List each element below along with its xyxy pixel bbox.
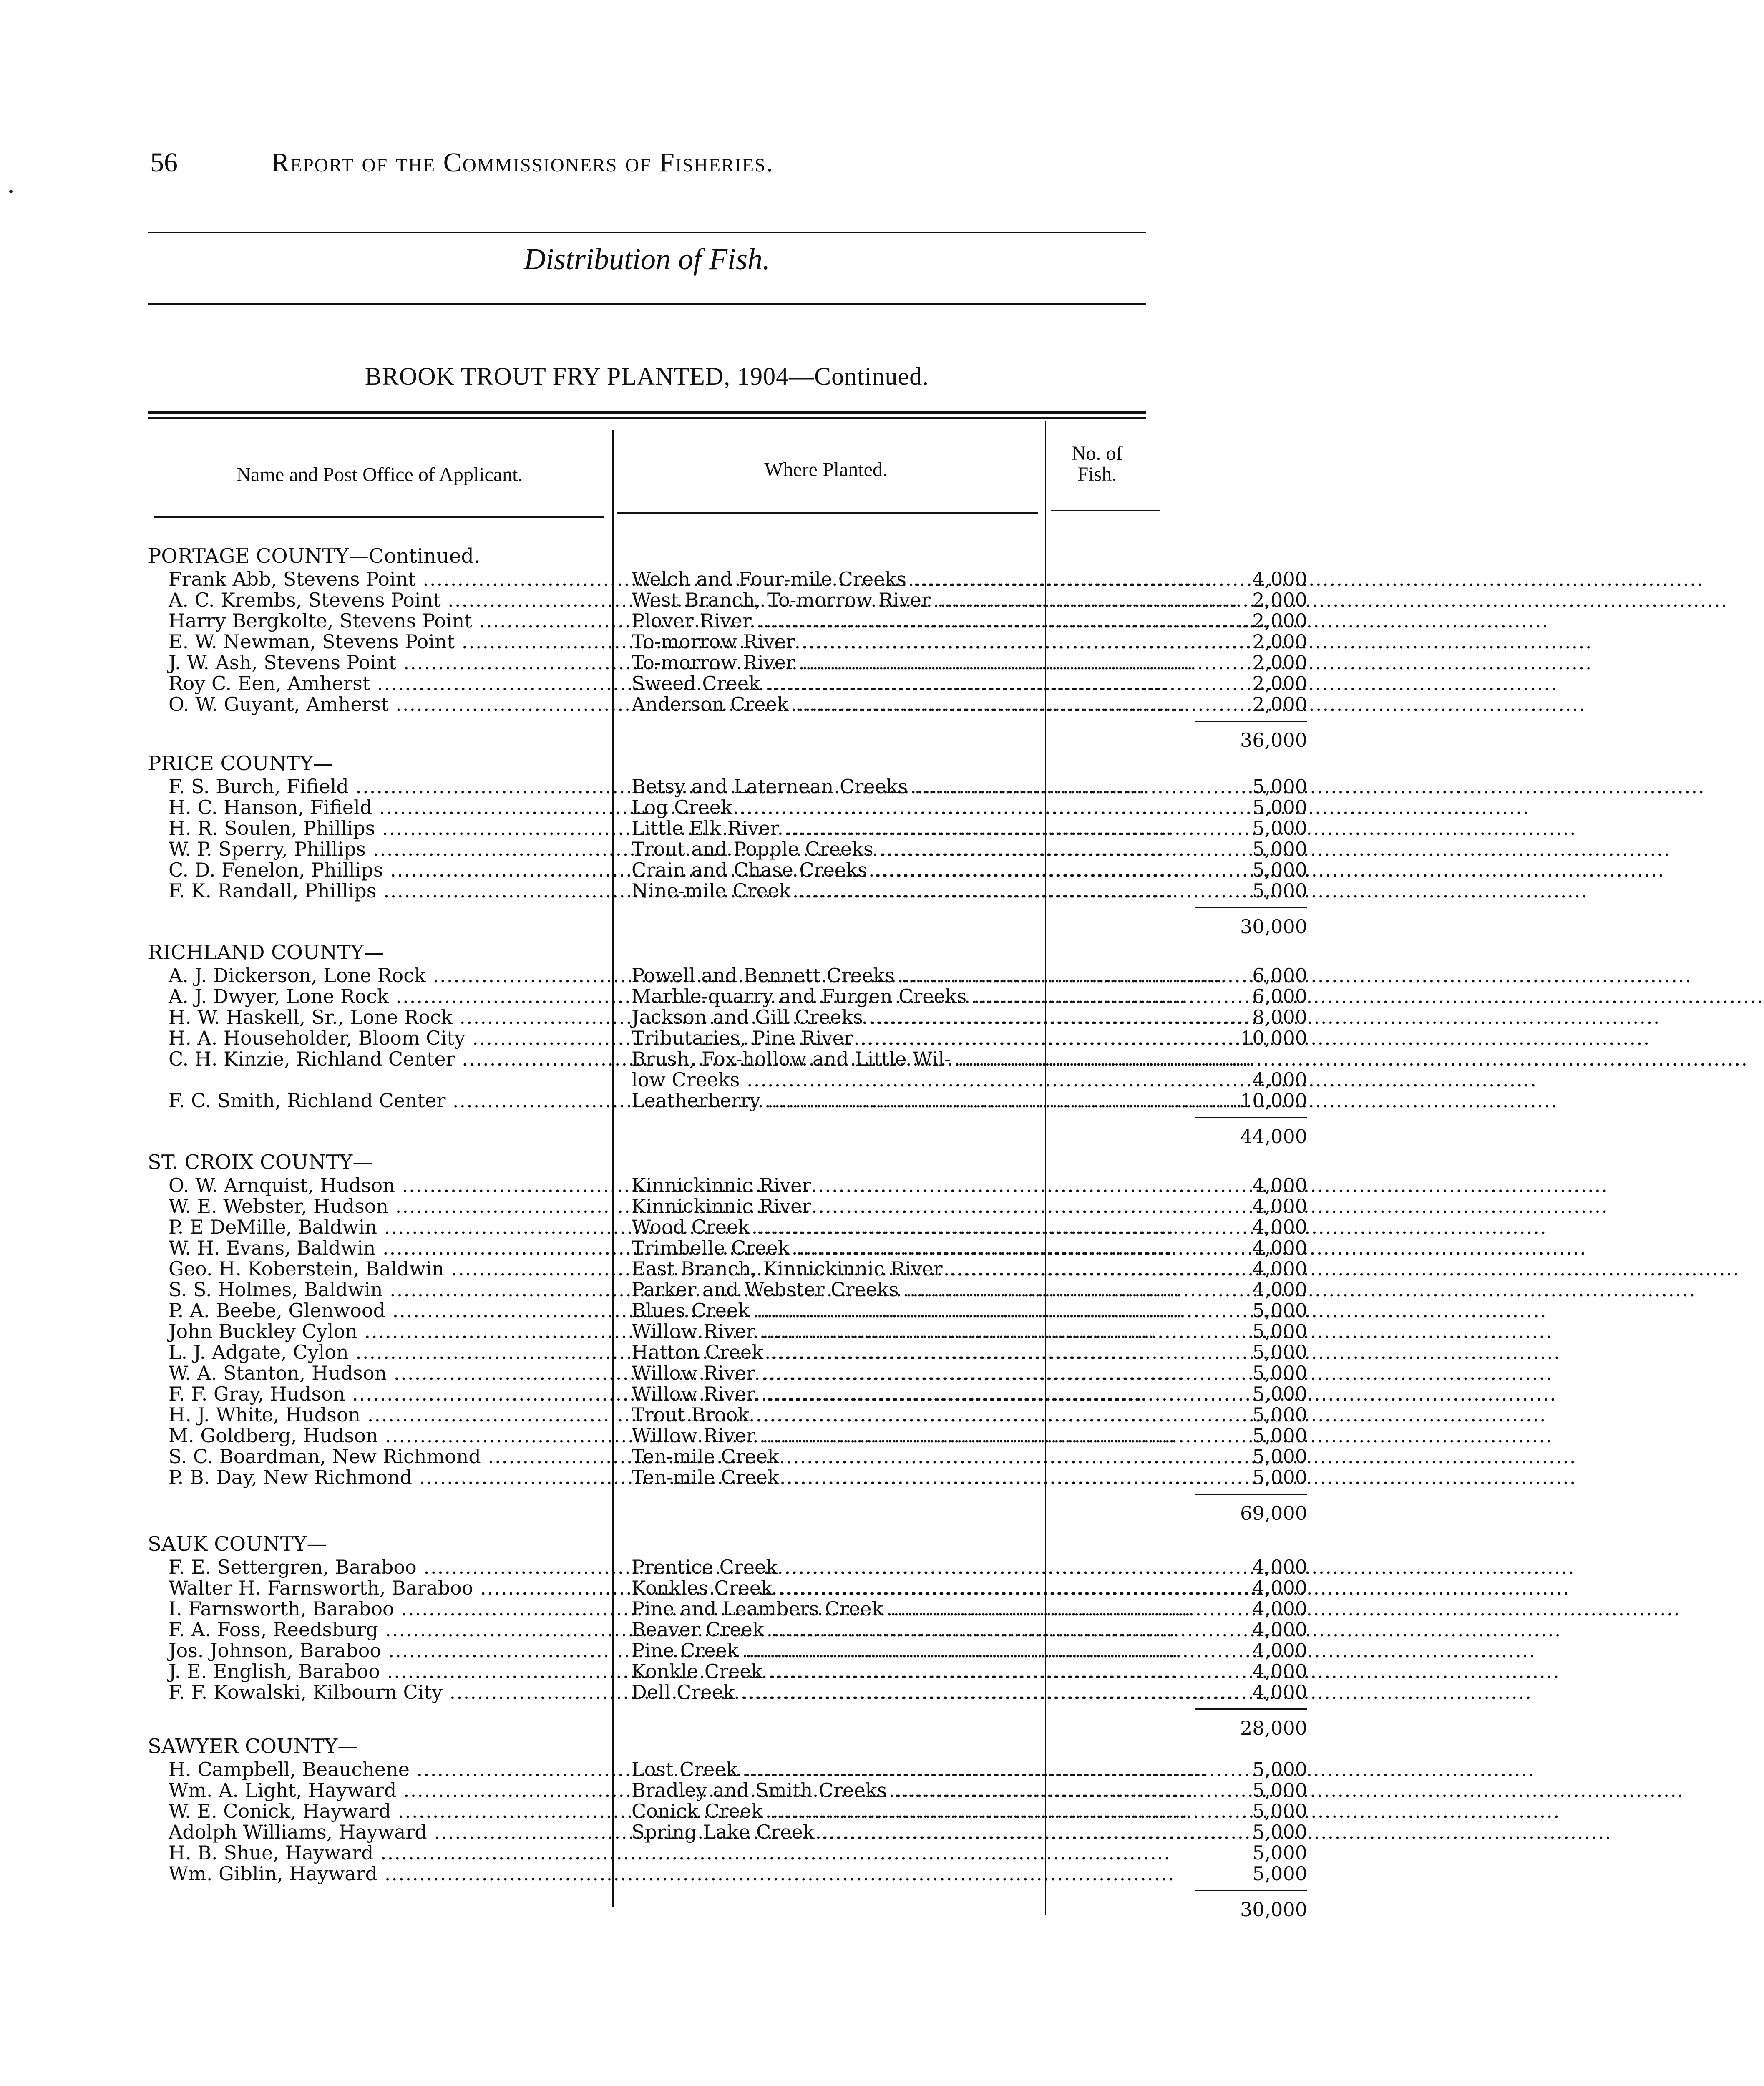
applicant-name: S. S. Holmes, Baldwin .....: [169, 1279, 627, 1300]
planting-place: Willow River .....: [632, 1425, 1193, 1446]
applicant-name: S. C. Boardman, New Richmond .....: [169, 1446, 627, 1467]
planting-place: East Branch, Kinnickinnic River .....: [632, 1258, 1193, 1279]
table-row: [148, 1862, 1307, 1885]
table-row: [148, 1068, 1307, 1091]
table-row: [148, 796, 1307, 819]
planting-place: Kinnickinnic River .....: [632, 1175, 1193, 1196]
planting-place: Parker and Webster Creeks .....: [632, 1279, 1193, 1300]
table-row: [148, 589, 1307, 611]
fish-count: 4,000: [1252, 1618, 1307, 1641]
applicant-name: O. W. Arnquist, Hudson .....: [169, 1175, 627, 1196]
table-row: [148, 1299, 1307, 1322]
table-row: [148, 1320, 1307, 1343]
applicant-name: J. E. English, Baraboo .....: [169, 1661, 627, 1682]
table-row: [148, 610, 1307, 632]
fish-count: 4,000: [1252, 1216, 1307, 1238]
fish-count: 5,000: [1252, 1842, 1307, 1864]
fish-count: 5,000: [1252, 1862, 1307, 1885]
applicant-name: Harry Bergkolte, Stevens Point .....: [169, 610, 627, 631]
planting-place: Blues Creek .....: [632, 1300, 1193, 1321]
table-row: [148, 838, 1307, 860]
subtotal-rule: [1195, 1494, 1307, 1495]
planting-place: Willow River .....: [632, 1321, 1193, 1342]
planting-place: Crain and Chase Creeks .....: [632, 859, 1193, 880]
county-total: 69,000: [1240, 1502, 1307, 1524]
fish-count: 4,000: [1252, 1068, 1307, 1091]
table-row: [148, 630, 1307, 653]
planting-place: Pine and Leambers Creek .....: [632, 1598, 1193, 1619]
planting-place: Konkles Creek .....: [632, 1577, 1193, 1598]
planting-place: Hatton Creek .....: [632, 1342, 1193, 1363]
fish-count: 6,000: [1252, 964, 1307, 987]
planting-place: Konkle Creek .....: [632, 1661, 1193, 1682]
fish-count: 5,000: [1252, 1341, 1307, 1363]
planting-place: Beaver Creek .....: [632, 1619, 1193, 1640]
column-header-name: Name and Post Office of Applicant.: [236, 464, 523, 486]
table-row: [148, 1800, 1307, 1822]
fish-count: 2,000: [1252, 672, 1307, 695]
table-row: [148, 985, 1307, 1008]
applicant-name: F. S. Burch, Fifield .....: [169, 776, 627, 797]
planting-place: Pine Creek .....: [632, 1640, 1193, 1661]
planting-place: Log Creek .....: [632, 797, 1193, 818]
table-row: [148, 1597, 1307, 1620]
fish-count: 5,000: [1252, 1403, 1307, 1426]
column-header-fish: No. of Fish.: [1071, 442, 1123, 485]
table-row: [148, 964, 1307, 987]
applicant-name: Wm. A. Light, Hayward .....: [169, 1780, 627, 1801]
applicant-name: Adolph Williams, Hayward .....: [169, 1821, 627, 1842]
planting-place: Trimbelle Creek .....: [632, 1237, 1193, 1258]
applicant-name: F. K. Randall, Phillips .....: [169, 880, 627, 901]
table-row: [148, 1278, 1307, 1301]
table-top-rule: [148, 411, 1146, 414]
applicant-name: John Buckley Cylon .....: [169, 1321, 627, 1342]
table-row: [148, 1424, 1307, 1447]
applicant-name: P. E DeMille, Baldwin .....: [169, 1217, 627, 1237]
applicant-name: O. W. Guyant, Amherst .....: [169, 694, 627, 715]
applicant-name: W. A. Stanton, Hudson .....: [169, 1363, 627, 1383]
applicant-name: H. Campbell, Beauchene .....: [169, 1759, 627, 1780]
subtotal-rule: [1195, 721, 1307, 722]
fish-count: 5,000: [1252, 817, 1307, 839]
applicant-name: W. H. Evans, Baldwin .....: [169, 1237, 627, 1258]
county-heading: SAUK COUNTY—: [148, 1532, 327, 1556]
fish-count: 5,000: [1252, 1800, 1307, 1822]
table-row: [148, 672, 1307, 695]
planting-place: Ten-mile Creek .....: [632, 1467, 1193, 1488]
table-row: [148, 1362, 1307, 1384]
applicant-name: W. P. Sperry, Phillips .....: [169, 839, 627, 859]
planting-place: Conick Creek .....: [632, 1801, 1193, 1821]
planting-place: West Branch, To-morrow River .....: [632, 590, 1193, 610]
table-row: [148, 775, 1307, 798]
county-total: 44,000: [1240, 1125, 1307, 1148]
applicant-name: A. J. Dwyer, Lone Rock .....: [169, 986, 627, 1007]
table-row: [148, 1257, 1307, 1280]
section-title-rule: [148, 303, 1146, 305]
planting-place: Willow River. .....: [632, 1383, 1193, 1404]
applicant-name: F. C. Smith, Richland Center .....: [169, 1090, 627, 1111]
table-row: [148, 1174, 1307, 1197]
fish-count: 4,000: [1252, 1639, 1307, 1662]
county-total: 30,000: [1240, 1898, 1307, 1921]
table-row: [148, 1027, 1307, 1049]
table-row: [148, 1445, 1307, 1468]
table-row: [148, 879, 1307, 902]
fish-count: 2,000: [1252, 610, 1307, 632]
table-row: [148, 1577, 1307, 1599]
fish-count: 4,000: [1252, 1278, 1307, 1301]
applicant-name: Geo. H. Koberstein, Baldwin .....: [169, 1258, 627, 1279]
planting-place: To-morrow River .....: [632, 631, 1193, 652]
fish-count: 4,000: [1252, 1257, 1307, 1280]
table-row: [148, 1403, 1307, 1426]
table-row: [148, 1089, 1307, 1112]
fish-count: 5,000: [1252, 1445, 1307, 1468]
applicant-name: W. E. Webster, Hudson .....: [169, 1196, 627, 1217]
fish-count: 4,000: [1252, 1597, 1307, 1620]
planting-place: Tributaries, Pine River .....: [632, 1028, 1193, 1048]
applicant-name: A. J. Dickerson, Lone Rock .....: [169, 965, 627, 986]
table-row: [148, 1466, 1307, 1489]
fish-count: 2,000: [1252, 651, 1307, 674]
applicant-name: F. A. Foss, Reedsburg .....: [169, 1619, 627, 1640]
applicant-name: H. A. Householder, Bloom City .....: [169, 1028, 627, 1048]
planting-place: Plover River .....: [632, 610, 1193, 631]
table-row: [148, 1195, 1307, 1217]
fish-count: 5,000: [1252, 1299, 1307, 1322]
fish-count: 4,000: [1252, 1681, 1307, 1703]
column-header-place: Where Planted.: [764, 459, 888, 481]
table-row: [148, 568, 1307, 590]
table-title: BROOK TROUT FRY PLANTED, 1904—Continued.: [365, 363, 929, 390]
fish-count: 2,000: [1252, 630, 1307, 653]
page-header: [150, 147, 1026, 184]
fish-count: 5,000: [1252, 859, 1307, 881]
running-title: Report of the Commissioners of Fisheries.: [271, 147, 774, 178]
applicant-name: P. A. Beebe, Glenwood .....: [169, 1300, 627, 1321]
header-underline-fish: [1051, 510, 1160, 511]
table-row: [148, 1006, 1307, 1028]
applicant-name: Frank Abb, Stevens Point .....: [169, 569, 627, 590]
subtotal-rule: [1195, 907, 1307, 908]
table-row: [148, 817, 1307, 839]
planting-place: Leatherberry .....: [632, 1090, 1193, 1111]
fish-count: 5,000: [1252, 879, 1307, 902]
fish-count: 4,000: [1252, 1556, 1307, 1578]
table-row: [148, 1821, 1307, 1843]
fish-count: 6,000: [1252, 985, 1307, 1008]
table-row: [148, 1618, 1307, 1641]
section-title: Distribution of Fish.: [523, 242, 770, 276]
applicant-name: F. F. Gray, Hudson .....: [169, 1383, 627, 1404]
county-heading: PRICE COUNTY—: [148, 752, 333, 775]
planting-place: Brush, Fox-hollow and Little Wil- .....: [632, 1048, 1193, 1069]
planting-place: Spring Lake Creek .....: [632, 1821, 1193, 1842]
header-underline-place: [617, 512, 1038, 514]
fish-count: 5,000: [1252, 1758, 1307, 1781]
table-row: [148, 1842, 1307, 1864]
planting-place: Willow River .....: [632, 1363, 1193, 1383]
page-number: 56: [150, 147, 178, 178]
planting-place: Prentice Creek .....: [632, 1557, 1193, 1577]
county-heading: ST. CROIX COUNTY—: [148, 1151, 373, 1174]
table-row: [148, 859, 1307, 881]
fish-count: 5,000: [1252, 1779, 1307, 1801]
planting-place: Kinnickinnic River .....: [632, 1196, 1193, 1217]
planting-place: Lost Creek .....: [632, 1759, 1193, 1780]
applicant-name: F. F. Kowalski, Kilbourn City .....: [169, 1682, 627, 1703]
applicant-name: L. J. Adgate, Cylon .....: [169, 1342, 627, 1363]
applicant-name: W. E. Conick, Hayward .....: [169, 1801, 627, 1821]
planting-place: Little Elk River .....: [632, 818, 1193, 839]
applicant-name: Jos. Johnson, Baraboo .....: [169, 1640, 627, 1661]
applicant-name: P. B. Day, New Richmond .....: [169, 1467, 627, 1488]
table-row: [148, 1758, 1307, 1781]
applicant-name: Wm. Giblin, Hayward .....: [169, 1863, 627, 1884]
applicant-name: A. C. Krembs, Stevens Point .....: [169, 590, 627, 610]
applicant-name: E. W. Newman, Stevens Point .....: [169, 631, 627, 652]
county-total: 30,000: [1240, 915, 1307, 938]
fish-count: 5,000: [1252, 796, 1307, 819]
fish-count: 2,000: [1252, 693, 1307, 715]
table-row: [148, 1237, 1307, 1259]
planting-place: Anderson Creek .....: [632, 694, 1193, 715]
planting-place: To-morrow River .....: [632, 652, 1193, 673]
county-heading: SAWYER COUNTY—: [148, 1735, 358, 1758]
fish-count: 4,000: [1252, 1174, 1307, 1197]
fish-count: 5,000: [1252, 1424, 1307, 1447]
county-heading: RICHLAND COUNTY—: [148, 941, 384, 964]
applicant-name: J. W. Ash, Stevens Point .....: [169, 652, 627, 673]
table-top-rule-2: [148, 417, 1146, 419]
applicant-name: F. E. Settergren, Baraboo .....: [169, 1557, 627, 1577]
table-row: [148, 1341, 1307, 1363]
fish-count: 4,000: [1252, 1660, 1307, 1683]
planting-place: Welch and Four-mile Creeks .....: [632, 569, 1193, 590]
planting-place: Trout and Popple Creeks .....: [632, 839, 1193, 859]
planting-place: Bradley and Smith Creeks .....: [632, 1780, 1193, 1801]
applicant-name: H. W. Haskell, Sr., Lone Rock .....: [169, 1007, 627, 1028]
fish-count: 5,000: [1252, 1383, 1307, 1405]
planting-place: Sweed Creek .....: [632, 673, 1193, 694]
fish-count: 4,000: [1252, 1195, 1307, 1217]
fish-count: 5,000: [1252, 775, 1307, 798]
planting-place: Trout Brook .....: [632, 1404, 1193, 1425]
subtotal-rule: [1195, 1890, 1307, 1891]
applicant-name: I. Farnsworth, Baraboo .....: [169, 1598, 627, 1619]
planting-place: Wood Creek .....: [632, 1217, 1193, 1237]
fish-count: 2,000: [1252, 589, 1307, 611]
planting-place: Ten-mile Creek .....: [632, 1446, 1193, 1467]
header-underline-name: [154, 516, 604, 518]
applicant-name: Walter H. Farnsworth, Baraboo .....: [169, 1577, 627, 1598]
table-row: [148, 651, 1307, 674]
table-row: [148, 1779, 1307, 1801]
fish-count: 5,000: [1252, 1320, 1307, 1343]
fish-count: 4,000: [1252, 1237, 1307, 1259]
applicant-name: M. Goldberg, Hudson .....: [169, 1425, 627, 1446]
applicant-name: H. C. Hanson, Fifield .....: [169, 797, 627, 818]
fish-count: 4,000: [1252, 568, 1307, 590]
fish-count: 4,000: [1252, 1577, 1307, 1599]
fish-count: 10,000: [1240, 1089, 1307, 1112]
table-row: [148, 1556, 1307, 1578]
county-total: 36,000: [1240, 729, 1307, 751]
subtotal-rule: [1195, 1708, 1307, 1710]
county-heading: PORTAGE COUNTY—Continued.: [148, 544, 481, 568]
applicant-name: C. H. Kinzie, Richland Center .....: [169, 1048, 627, 1069]
table-row: [148, 1681, 1307, 1703]
planting-place: Dell Creek .....: [632, 1682, 1193, 1703]
table-row: [148, 1383, 1307, 1405]
fish-count: 5,000: [1252, 1362, 1307, 1384]
planting-place: Nine-mile Creek .....: [632, 880, 1193, 901]
applicant-name: H. R. Soulen, Phillips .....: [169, 818, 627, 839]
fish-count: 8,000: [1252, 1006, 1307, 1028]
planting-place: Powell and Bennett Creeks .....: [632, 965, 1193, 986]
planting-place: Marble-quarry and Furgen Creeks .....: [632, 986, 1193, 1007]
header-rule: [148, 232, 1146, 233]
table-row: [148, 1216, 1307, 1238]
planting-place: Jackson and Gill Creeks .....: [632, 1007, 1193, 1028]
planting-place: Betsy and Laternean Creeks .....: [632, 776, 1193, 797]
table-row: [148, 1639, 1307, 1662]
subtotal-rule: [1195, 1117, 1307, 1118]
applicant-name: Roy C. Een, Amherst .....: [169, 673, 627, 694]
fish-count: 5,000: [1252, 1466, 1307, 1489]
margin-mark: [9, 190, 13, 193]
county-total: 28,000: [1240, 1717, 1307, 1739]
table-row: [148, 1048, 1165, 1069]
fish-count: 5,000: [1252, 1821, 1307, 1843]
table-row: [148, 693, 1307, 715]
fish-count: 5,000: [1252, 838, 1307, 860]
table-row: [148, 1660, 1307, 1683]
applicant-name: H. J. White, Hudson .....: [169, 1404, 627, 1425]
applicant-name: H. B. Shue, Hayward .....: [169, 1842, 627, 1863]
fish-count: 10,000: [1240, 1027, 1307, 1049]
applicant-name: C. D. Fenelon, Phillips .....: [169, 859, 627, 880]
planting-place: low Creeks .....: [632, 1069, 1193, 1090]
